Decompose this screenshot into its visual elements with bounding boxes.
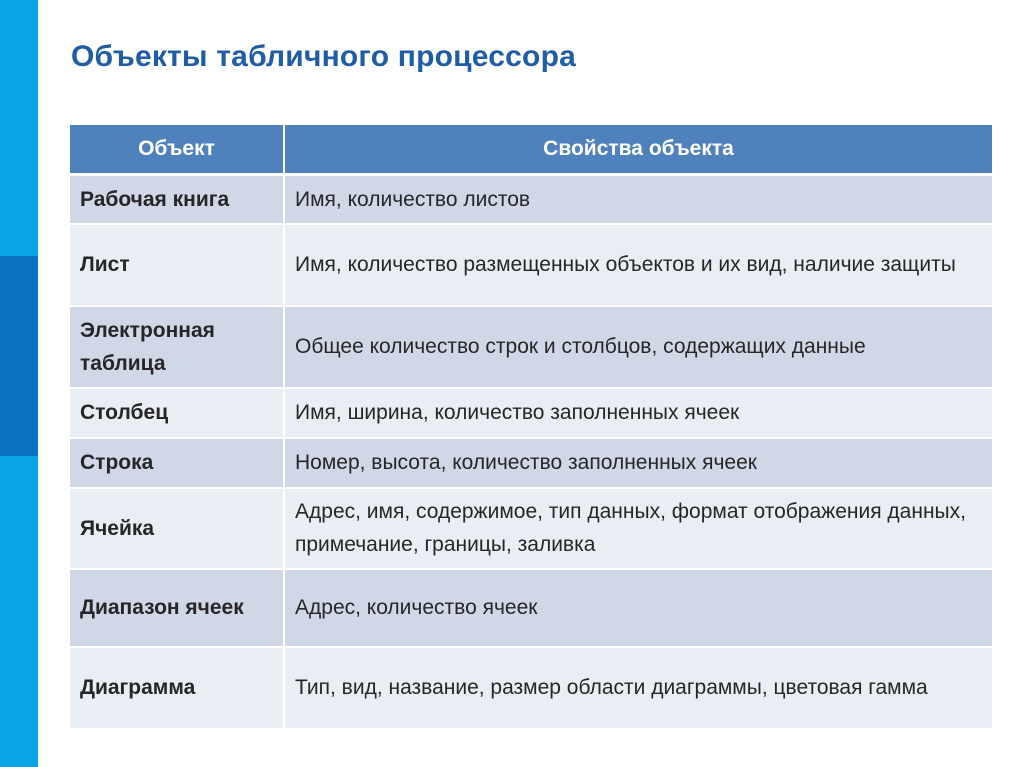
properties-cell: Номер, высота, количество заполненных ячеек [284, 438, 992, 488]
table-row [70, 569, 992, 647]
properties-cell: Имя, ширина, количество заполненных ячеек [284, 388, 992, 438]
object-cell: Ячейка [70, 488, 284, 569]
properties-cell: Адрес, имя, содержимое, тип данных, формат отображения данных, примечание, границы, заливка [284, 488, 992, 569]
table-row [70, 488, 992, 569]
header-properties: Свойства объекта [284, 125, 992, 175]
table-header-row [70, 125, 992, 175]
object-cell: Лист [70, 224, 284, 306]
object-cell: Диапазон ячеек [70, 569, 284, 647]
object-cell: Строка [70, 438, 284, 488]
properties-cell: Тип, вид, название, размер области диаграммы, цветовая гамма [284, 647, 992, 729]
table-row [70, 306, 992, 388]
object-cell: Столбец [70, 388, 284, 438]
table-row [70, 224, 992, 306]
table-row [70, 175, 992, 224]
table-row [70, 388, 992, 438]
properties-cell: Имя, количество размещенных объектов и их вид, наличие защиты [284, 224, 992, 306]
object-cell: Рабочая книга [70, 175, 284, 224]
properties-cell: Имя, количество листов [284, 175, 992, 224]
objects-properties-table [70, 125, 992, 730]
header-object: Объект [70, 125, 284, 175]
table-row [70, 438, 992, 488]
slide-title: Объекты табличного процессора [71, 40, 576, 73]
left-accent-bar-highlight [0, 256, 38, 456]
object-cell: Диаграмма [70, 647, 284, 729]
properties-cell: Адрес, количество ячеек [284, 569, 992, 647]
table-row [70, 647, 992, 729]
object-cell: Электронная таблица [70, 306, 284, 388]
properties-cell: Общее количество строк и столбцов, содержащих данные [284, 306, 992, 388]
